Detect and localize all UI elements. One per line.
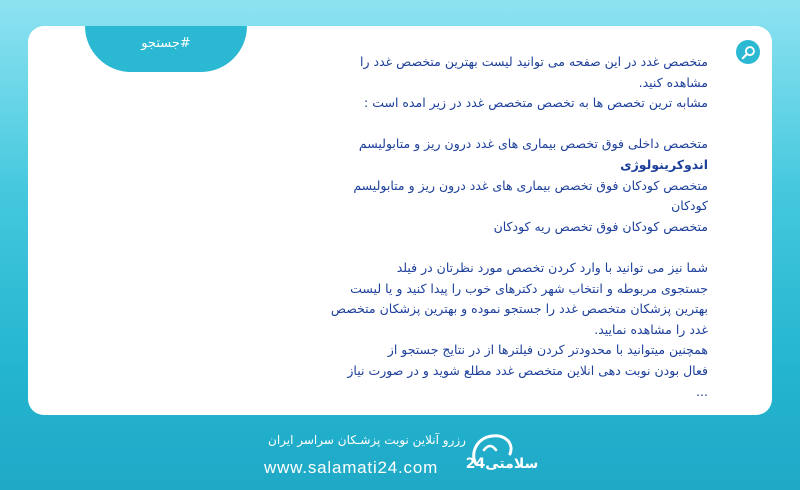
search-button[interactable] <box>736 40 760 64</box>
hashtag-search-label: #جستجو <box>141 36 191 51</box>
intro-line: متخصص غدد در این صفحه می توانید لیست بهترین متخصص غدد را <box>360 54 708 69</box>
specialty-item: متخصص کودکان فوق تخصص بیماری های غدد درون ریز و متابولیسم <box>353 177 708 193</box>
paragraph-line: همچنین میتوانید با محدودتر کردن فیلترها از در نتایج جستجو از <box>387 342 708 358</box>
hashtag-search-tab[interactable] <box>85 26 247 72</box>
paragraph-line: غدد را مشاهده نمایید. <box>594 321 708 337</box>
salamati-logo <box>466 428 538 478</box>
paragraph-line: جستجوی مربوطه و انتخاب شهر دکترهای خوب را پیدا کنید و یا لیست <box>350 280 708 296</box>
specialty-item: کودکان <box>671 198 708 214</box>
footer-url[interactable]: www.salamati24.com <box>264 458 439 477</box>
similar-heading: مشابه ترین تخصص ها به تخصص متخصص غدد در زیر امده است : <box>364 95 708 111</box>
specialty-item: متخصص داخلی فوق تخصص بیماری های غدد درون ریز و متابولیسم <box>358 136 708 152</box>
paragraph-line: بهترین پزشکان متخصص غدد را جستجو نموده و بهترین پزشکان متخصص <box>330 301 708 317</box>
logo-text: سلامتی24 <box>466 456 538 472</box>
description-text <box>288 52 708 402</box>
search-icon <box>741 45 756 60</box>
intro-line: مشاهده کنید. <box>638 74 708 90</box>
ellipsis: ... <box>696 383 708 399</box>
content-card <box>28 26 772 415</box>
specialty-item: متخصص کودکان فوق تخصص ریه کودکان <box>493 218 708 234</box>
footer-tagline: رزرو آنلاین نوبت پزشـکان سراسر ایران <box>268 433 466 447</box>
paragraph-line: فعال بودن نوبت دهی انلاین متخصص غدد مطلع شوید و در صورت نیاز <box>347 362 708 378</box>
paragraph-line: شما نیز می توانید با وارد کردن تخصص مورد نظرتان در فیلد <box>396 259 708 275</box>
specialty-item: اندوکرینولوژی <box>620 156 708 172</box>
